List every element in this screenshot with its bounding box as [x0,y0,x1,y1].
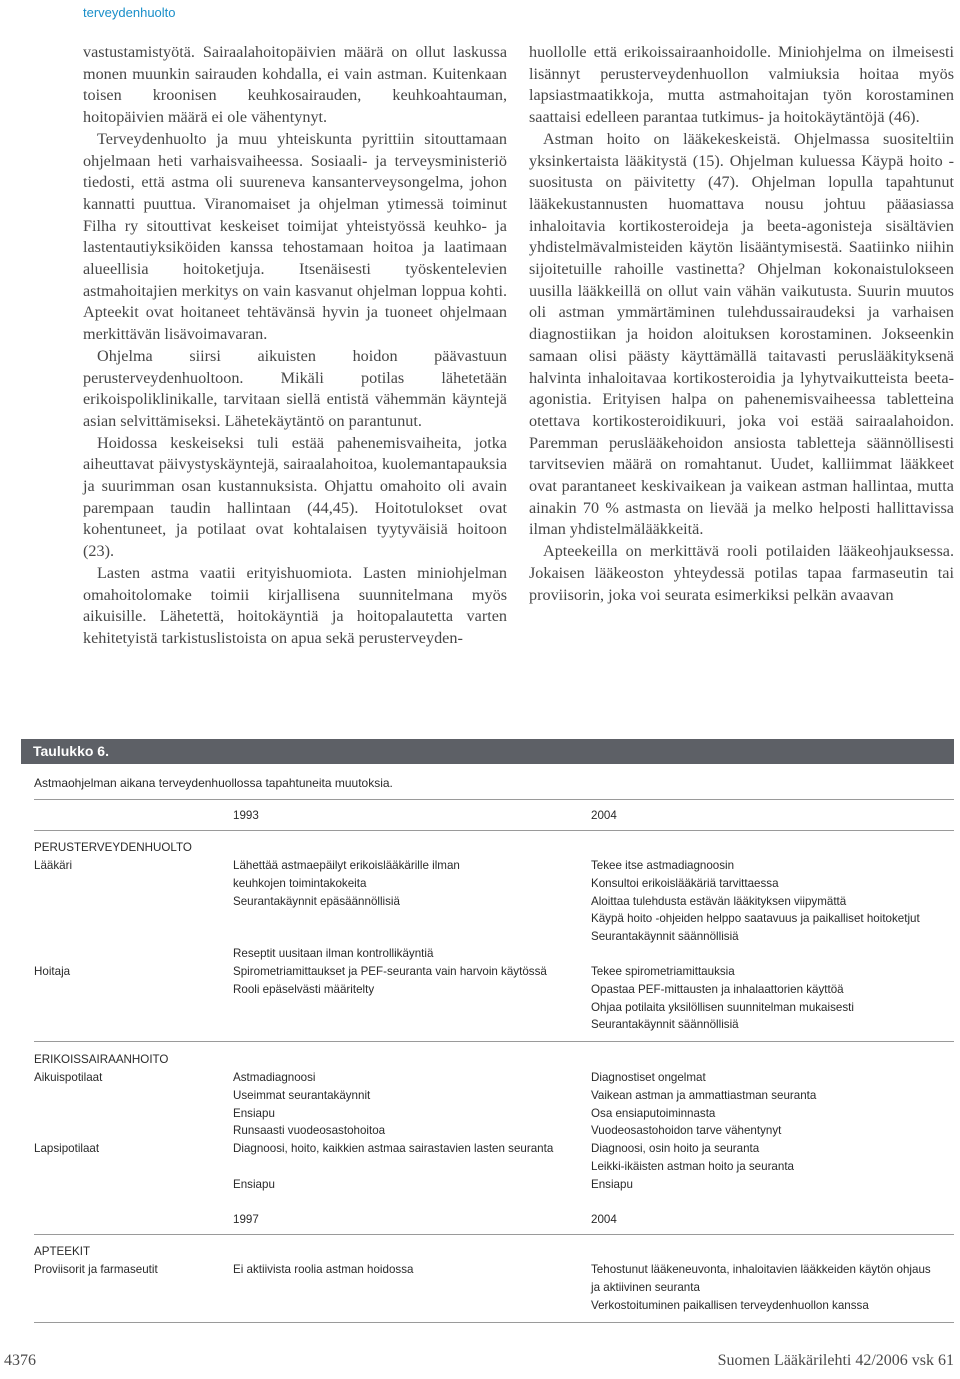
row-label-aikuispotilaat: Aikuispotilaat [34,1071,103,1084]
cell-line: Spirometriamittaukset ja PEF-seuranta vain harvoin käytössä [233,964,547,978]
section-heading-apteekit: APTEEKIT [34,1245,91,1258]
table-label: Taulukko 6. [21,739,954,764]
cell-aikuispotilaat-1993 [233,1069,385,1140]
table-rule-top [34,799,954,800]
cell-line: Useimmat seurantakäynnit [233,1088,371,1102]
cell-line: Diagnoosi, osin hoito ja seuranta [591,1142,760,1155]
cell-line: Ohjaa potilaita yksilöllisen suunnitelman mukaisesti [591,1000,854,1014]
cell-line: Reseptit uusitaan ilman kontrollikäyntiä [233,947,434,960]
cell-line: Tehostunut lääkeneuvonta, inhaloitavien lääkkeiden käytön ohjaus [591,1263,931,1276]
year-before-header-2: 1997 [233,1213,259,1226]
cell-line: Ensiapu [233,1106,275,1120]
table-rule-header-2 [34,1234,954,1235]
cell-proviisorit-2004 [591,1261,931,1314]
article-right-column [529,42,954,606]
cell-line: Tekee spirometriamittauksia [591,965,735,978]
cell-line: Osa ensiaputoiminnasta [591,1106,716,1120]
cell-line: Vuodeosastohoidon tarve vähentynyt [591,1124,782,1138]
cell-line: Seurantakäynnit epäsäännöllisiä [233,894,400,908]
cell-line: Verkostoituminen paikallisen terveydenhuollon kanssa [591,1298,869,1312]
cell-hoitaja-2004 [591,963,854,1034]
article-left-column [83,42,507,650]
cell-line: Diagnostiset ongelmat [591,1071,706,1084]
section-heading-perus: PERUSTERVEYDENHUOLTO [34,841,192,854]
paragraph: huollolle että erikoissairaanhoidolle. Miniohjelma on ilmeisesti lisännyt perusterveydenhuollon valmiuksia hoitaa myös lapsiastmaatikkoja, mutta astmahoitajan työn korostaminen saattaisi edelleen parantaa tutkimus- ja hoitokäytäntöjä (46). [529,43,954,127]
cell-line: Aloittaa tulehdusta estävän lääkityksen viipymättä [591,894,847,908]
year-before-header: 1993 [233,809,259,822]
table-rule-section [34,1041,954,1042]
page-number: 4376 [4,1352,36,1369]
cell-line: Käypä hoito -ohjeiden helppo saatavuus ja paikalliset hoitoketjut [591,912,920,926]
cell-line: Opastaa PEF-mittausten ja inhalaattorien käyttöä [591,982,844,996]
cell-hoitaja-1993 [233,945,547,998]
cell-line: Ei aktiivista roolia astman hoidossa [233,1263,414,1276]
row-label-hoitaja: Hoitaja [34,965,71,978]
cell-line: Ensiapu [591,1177,633,1191]
cell-lapsipotilaat-2004 [591,1140,794,1193]
cell-lapsipotilaat-1993 [233,1140,553,1193]
section-tag: terveydenhuolto [83,5,176,20]
cell-line: Seurantakäynnit säännöllisiä [591,930,739,944]
paragraph: Apteekeilla on merkittävä rooli potilaiden lääkeohjauksessa. Jokaisen lääkeoston yhteydessä potilas tapaa farmaseutin tai proviisorin, joka voi seurata esimerkiksi pelkän avaavan [529,542,954,604]
paragraph: Hoidossa keskeiseksi tuli estää pahenemisvaiheita, jotka aiheuttavat päivystyskäyntejä, sairaalahoitoa, kuolemantapauksia ja suurimman osan kustannuksista. Ohjattu omahoito oli avain parempaan taudin hallintaan (44,45). Hoitotulokset ovat kohentuneet, ja potilaat ovat kohtalaisen tyytyväisiä hoitoon (23). [83,433,507,561]
table-caption: Astmaohjelman aikana terveydenhuollossa tapahtuneita muutoksia. [34,776,393,790]
section-heading-erikois: ERIKOISSAIRAANHOITO [34,1053,169,1066]
cell-line: Lähettää astmaepäilyt erikoislääkärille ilman [233,859,460,872]
cell-proviisorit-1997 [233,1261,413,1279]
year-after-header-2: 2004 [591,1213,617,1226]
paragraph: Ohjelma siirsi aikuisten hoidon päävastuun perusterveydenhuoltoon. Mikäli potilas lähetetään erikoispoliklinikalle, tarvitaan siellä entistä vähemmän käyntejä asian selvittämiseksi. Lähetekäytäntö on parantunut. [83,346,507,430]
cell-line: Seurantakäynnit säännöllisiä [591,1018,739,1032]
paragraph: Terveydenhuolto ja muu yhteiskunta pyrittiin sitouttamaan ohjelmaan heti varhaisvaiheessa. Sosiaali- ja terveysministeriö tiedosti, että astma oli suureneva kansanterveysongelma, johon kannatti puuttua. Viranomaiset ja ohjelman ytimessä toiminut Filha ry sitouttivat keskeiset toimijat yhteistyössä keuhko- ja lastentautiyksiköiden kanssa tehostamaan hoitoa ja laatimaan alueellisia hoitoketjuja. Itsenäisesti työskentelevien astmahoitajien merkitys on vain kasvanut ohjelman loppua kohti. Apteekit ovat hoitaneet tehtävänsä hyvin ja tuoneet ohjelmaan merkittävän lisävoimavaran. [83,129,507,344]
cell-line: Vaikean astman ja ammattiastman seuranta [591,1088,817,1102]
cell-line: Leikki-ikäisten astman hoito ja seuranta [591,1159,794,1173]
paragraph: Lasten astma vaatii erityishuomiota. Lasten miniohjelman omahoitolomake toimii kirjallisena suunnitelmana myös aikuisille. Lähetettä, hoitokäyntiä ja hoitopalautetta varten kehitetyistä tarkistuslistoista on apua sekä perusterveyden- [83,563,507,647]
paragraph: vastustamistyötä. Sairaalahoitopäivien määrä on ollut laskussa monen muunkin sairauden kohdalla, ei vain astman. Kuitenkaan toisen kroonisen keuhkosairauden, keuhkoahtauman, hoitopäivien määrä ei ole vähentynyt. [83,43,507,127]
cell-line: Konsultoi erikoislääkäriä tarvittaessa [591,876,779,890]
cell-line: keuhkojen toimintakokeita [233,876,367,890]
cell-aikuispotilaat-2004 [591,1069,816,1140]
cell-laakari-2004 [591,857,920,946]
cell-line: Tekee itse astmadiagnoosin [591,859,735,872]
cell-laakari-1993 [233,857,460,910]
cell-line: Rooli epäselvästi määritelty [233,982,375,996]
row-label-proviisorit: Proviisorit ja farmaseutit [34,1263,158,1276]
cell-lapsipotilaat-1993-line: Ensiapu [233,1177,275,1191]
paragraph: Astman hoito on lääkekeskeistä. Ohjelmassa suositeltiin yksinkertaista lääkitystä (15). Ohjelman kuluessa Käypä hoito -suositusta on päivitetty (47). Ohjelman lopulla tapahtunut lääkekustannusten huomattava nousu johtuu pääasiassa inhaloitavia kortikosteroideja ja beeta-agonisteja sisältävien yhdistelmävalmisteiden käytön lisääntymisestä. Saatiinko niihin sijoitetuille rahoille vastinetta? Ohjelman kokonaistulokseen uusilla lääkkeillä on ollut vain vähän vaikutusta. Suurin muutos oli astman ymmärtäminen tulehdussairaudeksi ja varhaisen diagnostiikan ja hoidon aloituksen korostaminen. Jokseenkin samaan olisi päästy käyttämällä taitavasti peruslääkityksenä halvinta inhaloitavaa kortikosteroidia ja lyhytvaikutteista beeta-agonistia. Erityisen halpa on pahenemisvaiheessa tabletteina otettava kortikosteroidikuuri, joka voi estää sairaalahoidon. Paremman peruslääkehoidon ansiosta tabletteja säännöllisesti tarvitsevien määrä on romahtanut. Uudet, kalliimmat lääkkeet ovat parantaneet keskivaikean ja vaikean astman hallintaa, mutta ainakin 70 % astmasta on lievää ja melko helposti hallittavissa ilman yhdistelmälääkkeitä. [529,129,954,539]
row-label-laakari: Lääkäri [34,859,73,872]
cell-line: Astmadiagnoosi [233,1071,316,1084]
table-rule-header [34,830,954,831]
table-rule-bottom [34,1322,954,1323]
row-label-lapsipotilaat: Lapsipotilaat [34,1142,100,1155]
year-after-header: 2004 [591,809,617,822]
cell-line: ja aktiivinen seuranta [591,1280,700,1294]
cell-lapsipotilaat-1993-line: Diagnoosi, hoito, kaikkien astmaa sairastavien lasten seuranta [233,1142,554,1155]
journal-footer: Suomen Lääkärilehti 42/2006 vsk 61 [717,1352,954,1369]
cell-line: Runsaasti vuodeosastohoitoa [233,1124,386,1138]
